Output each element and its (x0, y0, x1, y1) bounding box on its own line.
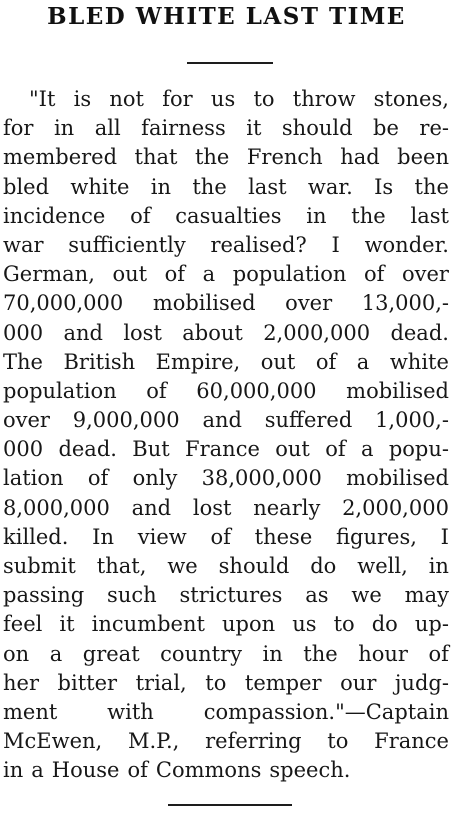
word: in (306, 203, 327, 228)
word: strictures (179, 583, 283, 608)
word: hour (358, 641, 408, 666)
word: it (246, 116, 262, 141)
text-line (3, 289, 449, 318)
word: we (167, 554, 198, 578)
word: had (340, 145, 380, 170)
word: dead. (390, 320, 449, 345)
word: stones, (373, 87, 449, 111)
word: 1,000,- (375, 408, 449, 433)
word: the (194, 145, 230, 170)
word: population (3, 378, 117, 403)
word: all (94, 116, 121, 141)
word: us (210, 87, 236, 111)
word: out (112, 262, 148, 287)
word: The (3, 349, 43, 374)
word: a (49, 641, 63, 666)
word: realised? (210, 232, 307, 257)
word: British (63, 349, 136, 374)
word: wonder. (364, 232, 449, 257)
top-divider (187, 62, 273, 64)
word: of (428, 641, 449, 666)
text-line (3, 143, 449, 172)
headline: BLED WHITE LAST TIME (47, 3, 406, 30)
word: passing (3, 583, 85, 608)
word: the (414, 174, 449, 199)
word: do (371, 612, 398, 637)
word: 70,000,000 (3, 291, 124, 316)
word: of (363, 262, 385, 287)
text-line (3, 202, 449, 231)
word: in (53, 116, 75, 141)
word: feel (3, 612, 43, 637)
word: of (87, 466, 109, 491)
word: a (31, 758, 44, 783)
text-line (3, 348, 449, 377)
word: a (202, 262, 216, 287)
word: 000 (3, 320, 44, 345)
word: not (109, 87, 144, 111)
word: 000 (3, 437, 44, 462)
word: 9,000,000 (72, 408, 180, 433)
word: suffered (264, 408, 353, 433)
word: to (205, 670, 227, 695)
word: do (310, 554, 337, 578)
word: incumbent (91, 612, 205, 637)
word: to (333, 612, 355, 637)
text-line (3, 669, 449, 698)
word: France (374, 729, 449, 754)
word: trial, (135, 670, 187, 695)
word: may (404, 583, 449, 608)
word: population (232, 262, 347, 287)
word: German, (3, 262, 95, 287)
word: view (137, 524, 187, 549)
word: of (210, 524, 231, 549)
word: on (3, 641, 30, 666)
word: 38,000,000 (201, 466, 322, 491)
word: over (285, 291, 333, 316)
word: re- (419, 116, 449, 141)
word: mobilised (152, 291, 256, 316)
text-line (3, 319, 449, 348)
word: is (73, 87, 92, 111)
word: mobilised (346, 378, 449, 403)
text-line (3, 494, 449, 523)
word: 60,000,000 (196, 378, 317, 403)
word: 2,000,000 (342, 495, 449, 520)
word: these (254, 524, 313, 549)
word: only (132, 466, 178, 491)
word: In (92, 524, 114, 549)
word: of (325, 437, 346, 462)
word: But (132, 437, 170, 462)
word: in (428, 554, 449, 578)
word: be (373, 116, 399, 141)
word: it (59, 612, 75, 637)
word: white (70, 174, 130, 199)
word: ment (3, 699, 58, 724)
word: referring (205, 729, 302, 754)
word: killed. (3, 524, 69, 549)
word: dead. (58, 437, 117, 462)
word: that, (96, 554, 147, 578)
text-line (3, 640, 449, 669)
word: over (3, 408, 50, 433)
word: House (51, 758, 120, 783)
word: out (275, 437, 310, 462)
word: McEwen, (3, 729, 103, 754)
word: French (246, 145, 323, 170)
word: of (164, 262, 186, 287)
word: popu- (388, 437, 449, 462)
word: M.P., (127, 729, 180, 754)
word: should (281, 116, 353, 141)
word: the (351, 203, 386, 228)
word: I (331, 232, 340, 257)
word: out (260, 349, 296, 374)
text-line (3, 231, 449, 260)
word: as (305, 583, 329, 608)
word: in (150, 174, 172, 199)
word: war (3, 232, 44, 257)
text-line (3, 727, 449, 756)
text-line (3, 85, 449, 114)
word: of (315, 349, 337, 374)
word: casualties (175, 203, 282, 228)
text-line (3, 377, 449, 406)
word: 8,000,000 (3, 495, 110, 520)
word: in (262, 641, 283, 666)
text-line (3, 435, 449, 464)
word: incidence (3, 203, 106, 228)
word: that (134, 145, 178, 170)
text-line (3, 260, 449, 289)
word: and (131, 495, 172, 520)
word: to (253, 87, 275, 111)
word: fairness (141, 116, 226, 141)
text-line (3, 406, 449, 435)
word: "It (29, 87, 56, 111)
bottom-divider (168, 804, 292, 806)
word: lation (3, 466, 64, 491)
word: 13,000,- (361, 291, 449, 316)
word: her (3, 670, 39, 695)
word: of (127, 758, 148, 783)
word: temper (244, 670, 322, 695)
word: about (182, 320, 243, 345)
word: judg- (394, 670, 449, 695)
word: us (292, 612, 317, 637)
word: of (146, 378, 167, 403)
word: white (389, 349, 449, 374)
word: last (410, 203, 449, 228)
word: our (340, 670, 377, 695)
word: Is (374, 174, 394, 199)
text-line (3, 173, 449, 202)
word: Empire, (155, 349, 241, 374)
word: membered (3, 145, 118, 170)
word: sufficiently (68, 232, 186, 257)
word: we (351, 583, 382, 608)
text-line (3, 581, 449, 610)
word: figures, (336, 524, 417, 549)
word: compassion."—Captain (203, 699, 449, 724)
word: with (107, 699, 154, 724)
word: a (356, 349, 370, 374)
word: over (401, 262, 449, 287)
word: great (82, 641, 140, 666)
text-line (3, 114, 449, 143)
word: 2,000,000 (263, 320, 371, 345)
text-line (3, 610, 449, 639)
word: for (162, 87, 193, 111)
word: nearly (253, 495, 321, 520)
word: I (440, 524, 449, 549)
word: lost (123, 320, 162, 345)
word: bled (3, 174, 50, 199)
word: to (327, 729, 349, 754)
word: in (3, 758, 24, 783)
word: lost (192, 495, 232, 520)
word: speech. (269, 758, 351, 783)
word: of (130, 203, 151, 228)
word: should (218, 554, 290, 578)
word: and (63, 320, 103, 345)
word: for (3, 116, 34, 141)
word: the (192, 174, 227, 199)
word: a (360, 437, 374, 462)
word: such (107, 583, 157, 608)
word: the (303, 641, 338, 666)
word: war. (307, 174, 353, 199)
word: Commons (155, 758, 262, 783)
word: country (160, 641, 242, 666)
article-body (3, 85, 449, 786)
text-line (3, 756, 449, 785)
word: been (397, 145, 449, 170)
word: well, (357, 554, 408, 578)
text-line (3, 552, 449, 581)
word: submit (3, 554, 76, 578)
word: last (248, 174, 287, 199)
word: France (185, 437, 260, 462)
word: mobilised (346, 466, 449, 491)
word: up- (414, 612, 449, 637)
word: and (202, 408, 242, 433)
word: bitter (57, 670, 118, 695)
text-line (3, 464, 449, 493)
word: throw (292, 87, 356, 111)
text-line (3, 523, 449, 552)
text-line (3, 698, 449, 727)
word: upon (221, 612, 276, 637)
